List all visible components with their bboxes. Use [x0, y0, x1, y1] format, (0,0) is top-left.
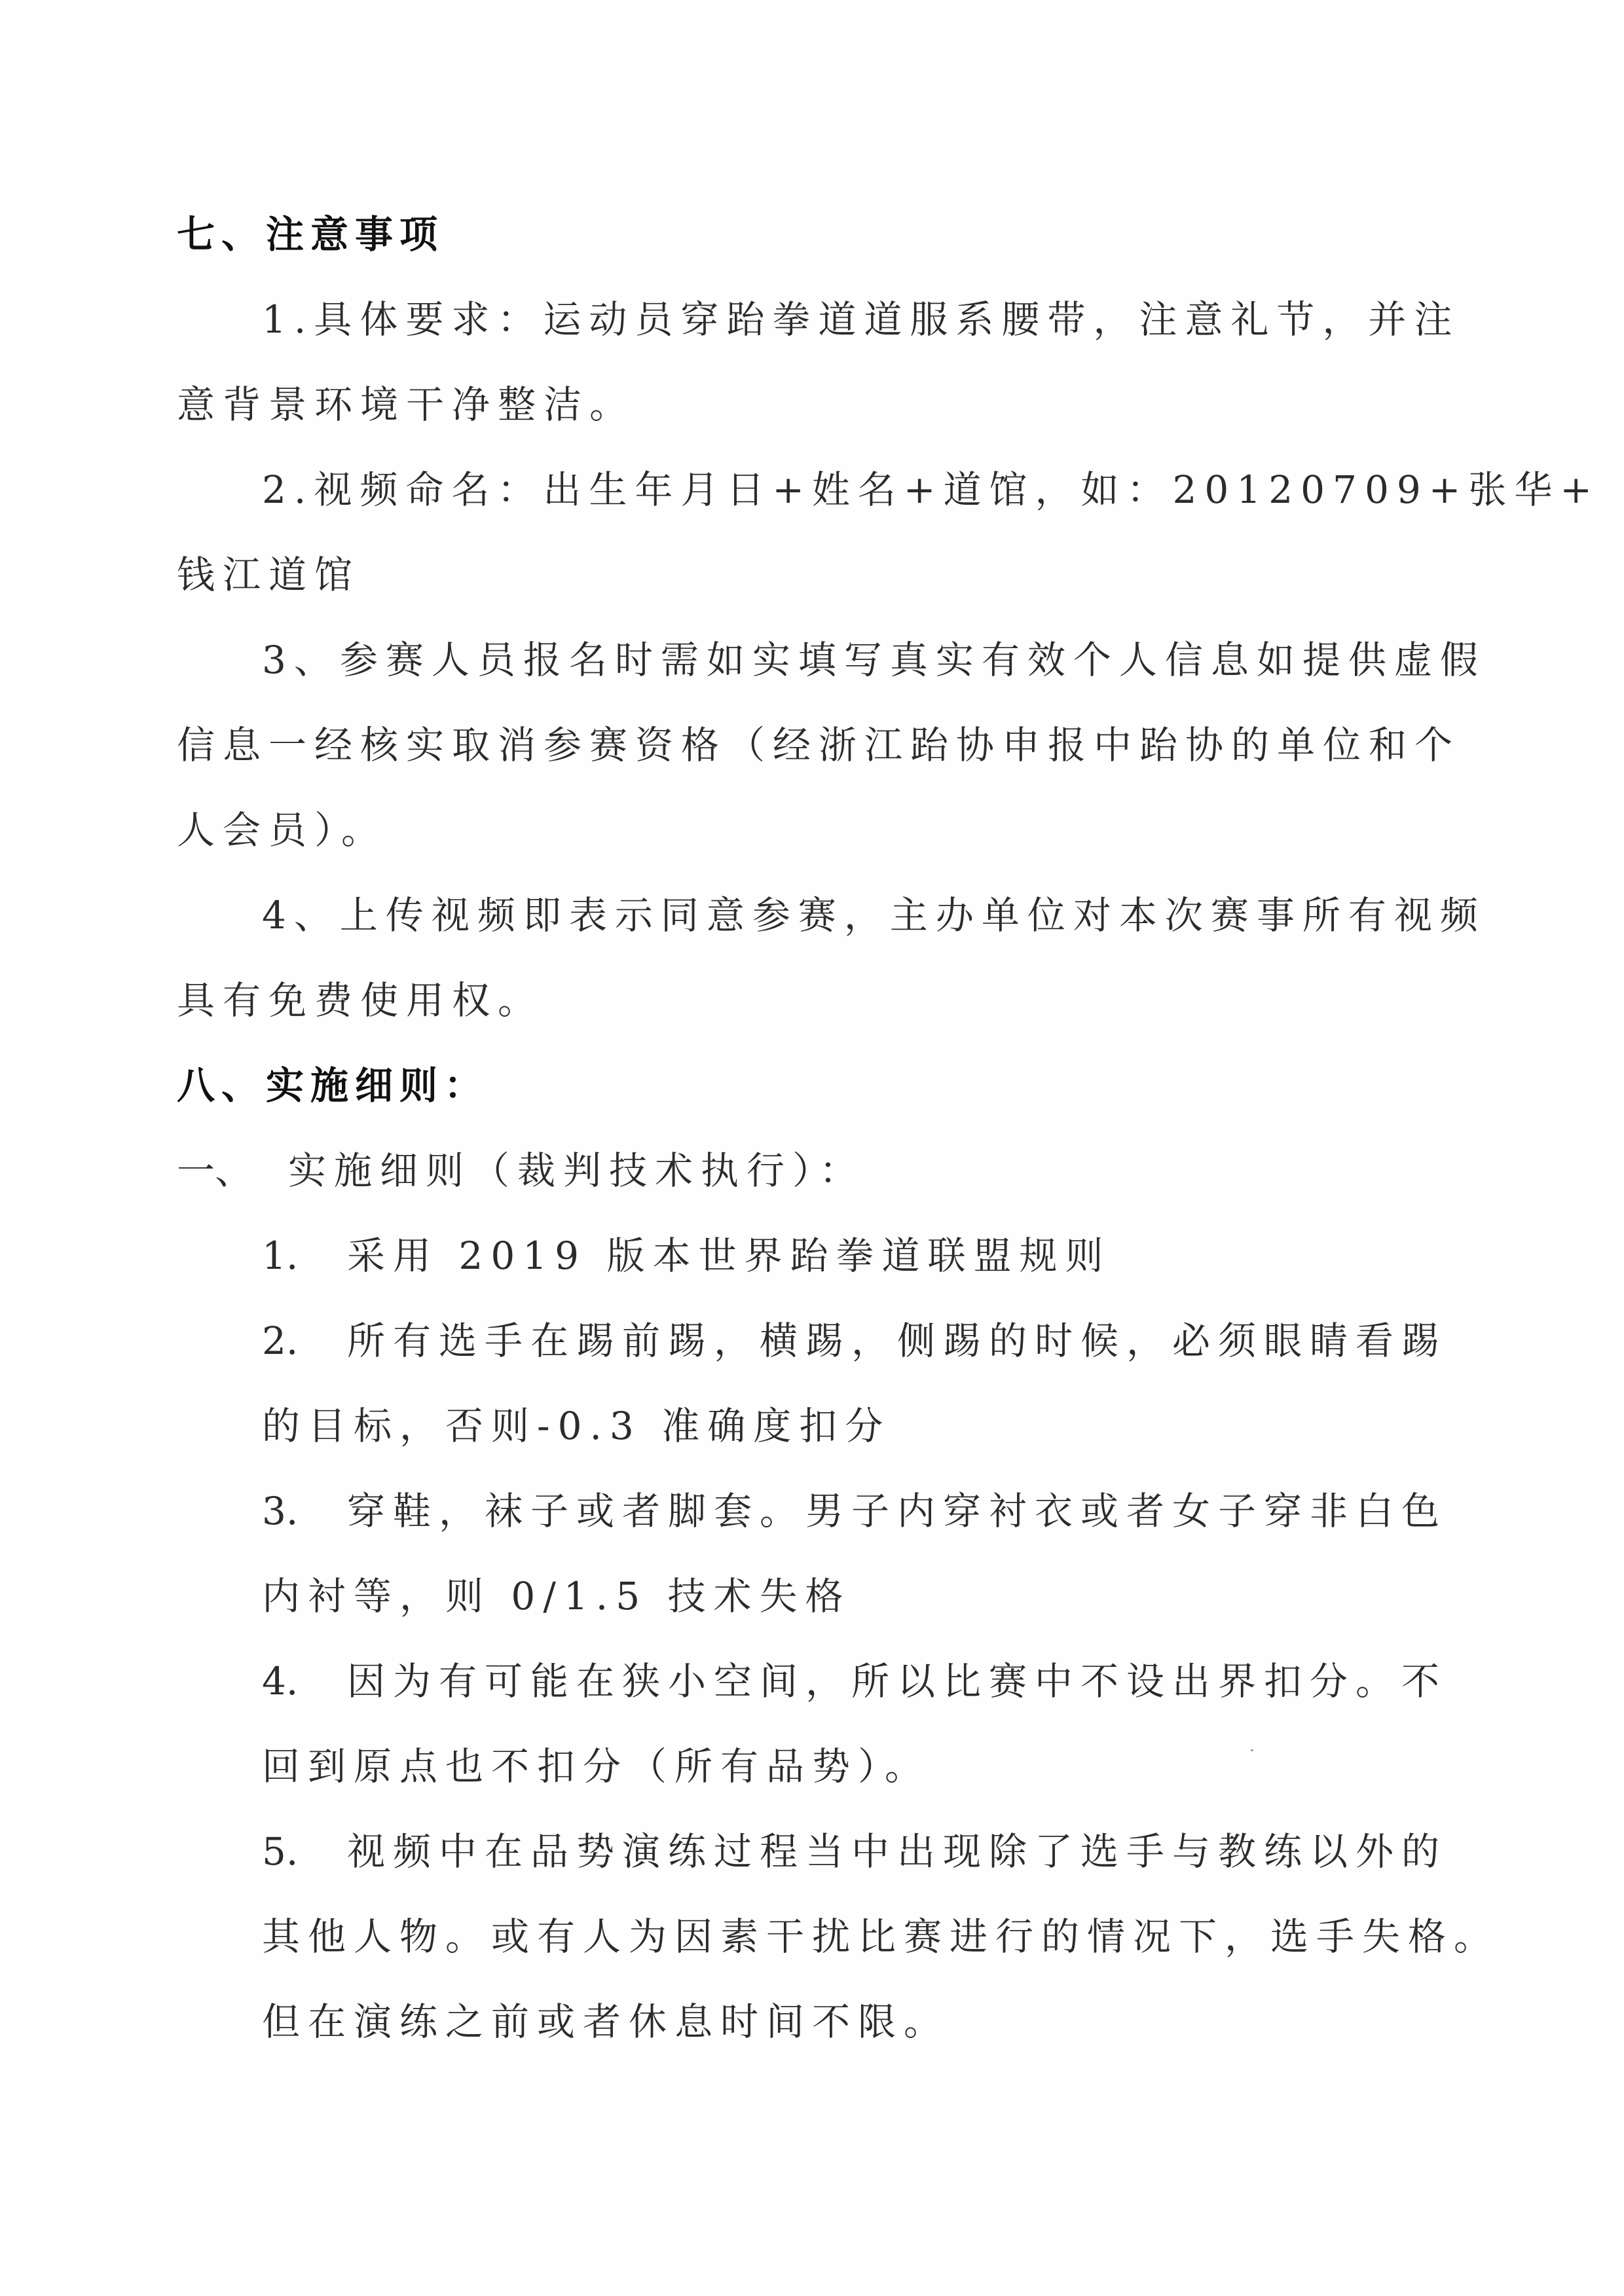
rule-4-line-2: 回到原点也不扣分（所有品势）。 [262, 1744, 931, 1789]
section-7-item-2-line-1: 2.视频命名：出生年月日+姓名+道馆，如：20120709+张华+ [262, 467, 1600, 512]
section-7-item-4-line-1: 4、上传视频即表示同意参赛，主办单位对本次赛事所有视频 [262, 893, 1486, 938]
rule-5-line-3: 但在演练之前或者休息时间不限。 [262, 1999, 950, 2044]
section-7-item-3-line-1: 3、参赛人员报名时需如实填写真实有效个人信息如提供虚假 [262, 638, 1486, 682]
section-7-item-1-line-1: 1.具体要求：运动员穿跆拳道道服系腰带，注意礼节，并注 [262, 297, 1460, 342]
rule-5-text: 视频中在品势演练过程当中出现除了选手与教练以外的 [347, 1829, 1448, 1874]
section-7-item-2-line-2: 钱江道馆 [177, 553, 361, 597]
rule-4-line-1 [262, 1655, 1447, 1707]
section-8-subsection [177, 1144, 865, 1197]
scan-speck [1251, 1749, 1253, 1751]
section-7-item-4-line-2: 具有免费使用权。 [177, 978, 544, 1023]
section-7-item-3-line-3: 人会员）。 [177, 808, 388, 852]
subsection-title: 实施细则（裁判技术执行）： [288, 1148, 866, 1193]
rule-5-line-1 [262, 1825, 1447, 1878]
rule-2-line-2: 的目标，否则-0.3 准确度扣分 [262, 1404, 891, 1448]
section-8-heading: 八、实施细则： [177, 1063, 489, 1108]
subsection-number: 一、 [177, 1148, 253, 1193]
section-7-heading: 七、注意事项 [177, 212, 445, 257]
rule-3-text: 穿鞋，袜子或者脚套。男子内穿衬衣或者女子穿非白色 [347, 1489, 1448, 1533]
section-7-item-3-line-2: 信息一经核实取消参赛资格（经浙江跆协申报中跆协的单位和个 [177, 723, 1461, 767]
rule-1-number: 1. [262, 1233, 299, 1278]
rule-2-number: 2. [262, 1319, 299, 1363]
rule-1-line-1 [262, 1230, 1111, 1282]
rule-3-line-1 [262, 1485, 1447, 1537]
rule-5-line-2: 其他人物。或有人为因素干扰比赛进行的情况下，选手失格。 [262, 1914, 1500, 1959]
rule-2-text: 所有选手在踢前踢，横踢，侧踢的时候，必须眼睛看踢 [347, 1319, 1448, 1363]
rule-4-number: 4. [262, 1659, 299, 1704]
rule-5-number: 5. [262, 1829, 299, 1874]
rule-4-text: 因为有可能在狭小空间，所以比赛中不设出界扣分。不 [347, 1659, 1448, 1704]
section-7-item-1-line-2: 意背景环境干净整洁。 [177, 382, 636, 427]
rule-3-line-2: 内衬等，则 0/1.5 技术失格 [262, 1574, 851, 1618]
rule-1-text: 采用 2019 版本世界跆拳道联盟规则 [347, 1233, 1111, 1278]
rule-2-line-1 [262, 1315, 1447, 1367]
rule-3-number: 3. [262, 1489, 299, 1533]
